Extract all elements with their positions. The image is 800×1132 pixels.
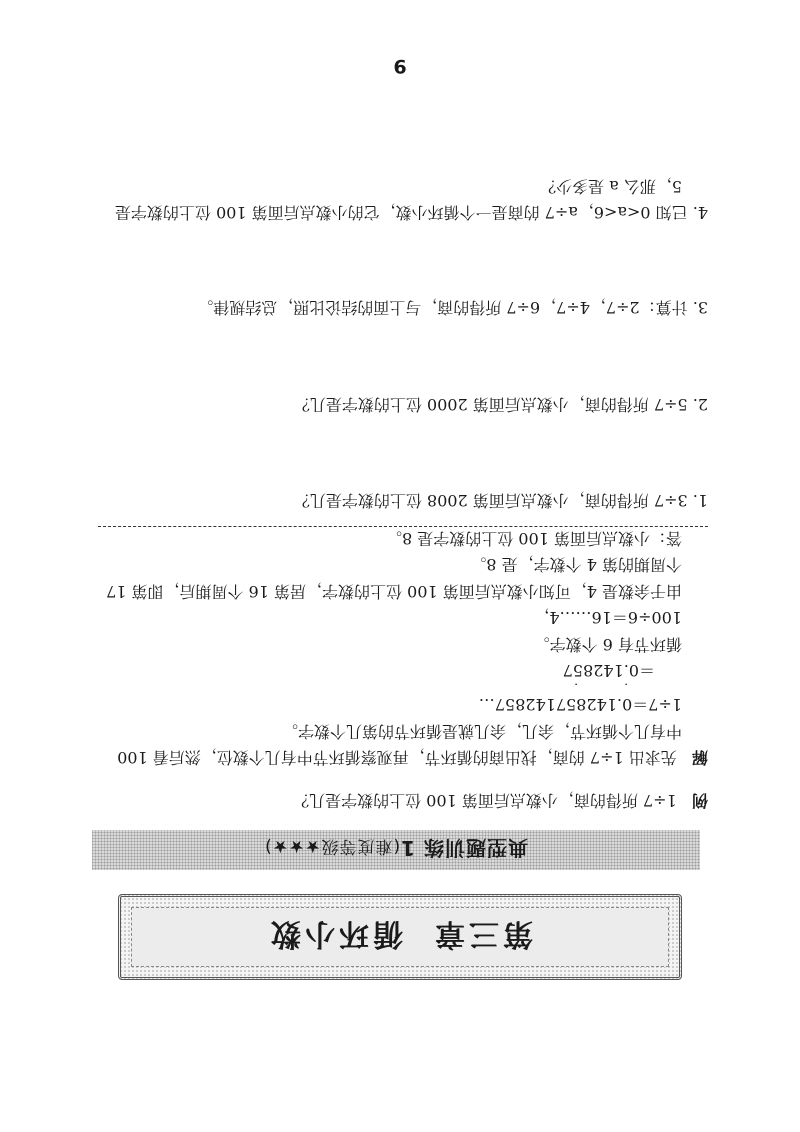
section-divider xyxy=(98,526,708,527)
chapter-title xyxy=(267,915,533,959)
solution-line-9: 答：小数点后面第 100 位上的数字是 8。 xyxy=(386,529,682,548)
solution-tag: 解 xyxy=(691,748,708,767)
section-difficulty: (难度等级★★★) xyxy=(264,836,401,857)
exercise-2: 2. 5÷7 所得的商，小数点后面第 2000 位上的数字是几？ xyxy=(293,395,708,414)
example-question: 1÷7 所得的商，小数点后面第 100 位上的数字是几？ xyxy=(293,791,677,810)
exercise-4-continued: 5，那么 a 是多少？ xyxy=(540,177,682,196)
page-number: 9 xyxy=(393,55,407,77)
solution-text-1: 先求出 1÷7 的商，找出商的循环节，再观察循环节中有几个数位，然后看 100 xyxy=(117,748,677,767)
repeat-dot-start: · xyxy=(624,677,628,691)
section-banner xyxy=(92,830,700,870)
chapter-name: 循环小数 xyxy=(267,916,403,951)
example-line xyxy=(293,790,708,810)
solution-line-3: 1÷7＝0.142857142857… xyxy=(478,695,682,714)
example-tag: 例 xyxy=(691,791,708,810)
solution-line-7: 由于余数是 4，可知小数点后面第 100 位上的数字，居第 16 个周期后，即第 17 xyxy=(106,582,682,601)
solution-line-5: 循环节有 6 个数字。 xyxy=(533,635,682,654)
solution-line-4: ＝0.142857 xyxy=(562,661,655,680)
chapter-number: 第三章 xyxy=(431,916,533,951)
exercise-1: 1. 3÷7 所得的商，小数点后面第 2008 位上的数字是几？ xyxy=(293,491,708,510)
solution-line-1 xyxy=(117,747,708,767)
chapter-title-inner xyxy=(131,907,669,967)
solution-line-6: 100÷6＝16……4， xyxy=(533,608,682,627)
section-title-wrap xyxy=(264,836,528,865)
exercise-3: 3. 计算：2÷7，4÷7，6÷7 所得的商，与上面的结论比照，总结规律。 xyxy=(197,298,708,317)
repeat-dot-end: · xyxy=(574,677,578,691)
chapter-title-box xyxy=(118,894,682,980)
exercise-4: 4. 已知 0<a<6，a÷7 的商是一个循环小数，它的小数点后面第 100 位上的数字是 xyxy=(114,203,708,222)
solution-line-8: 个周期的第 4 个数字，是 8。 xyxy=(470,555,682,574)
section-title: 典型题训练 1 xyxy=(400,836,528,861)
solution-line-2: 中有几个循环节，余几，余几就是循环节的第几个数字。 xyxy=(281,722,682,741)
